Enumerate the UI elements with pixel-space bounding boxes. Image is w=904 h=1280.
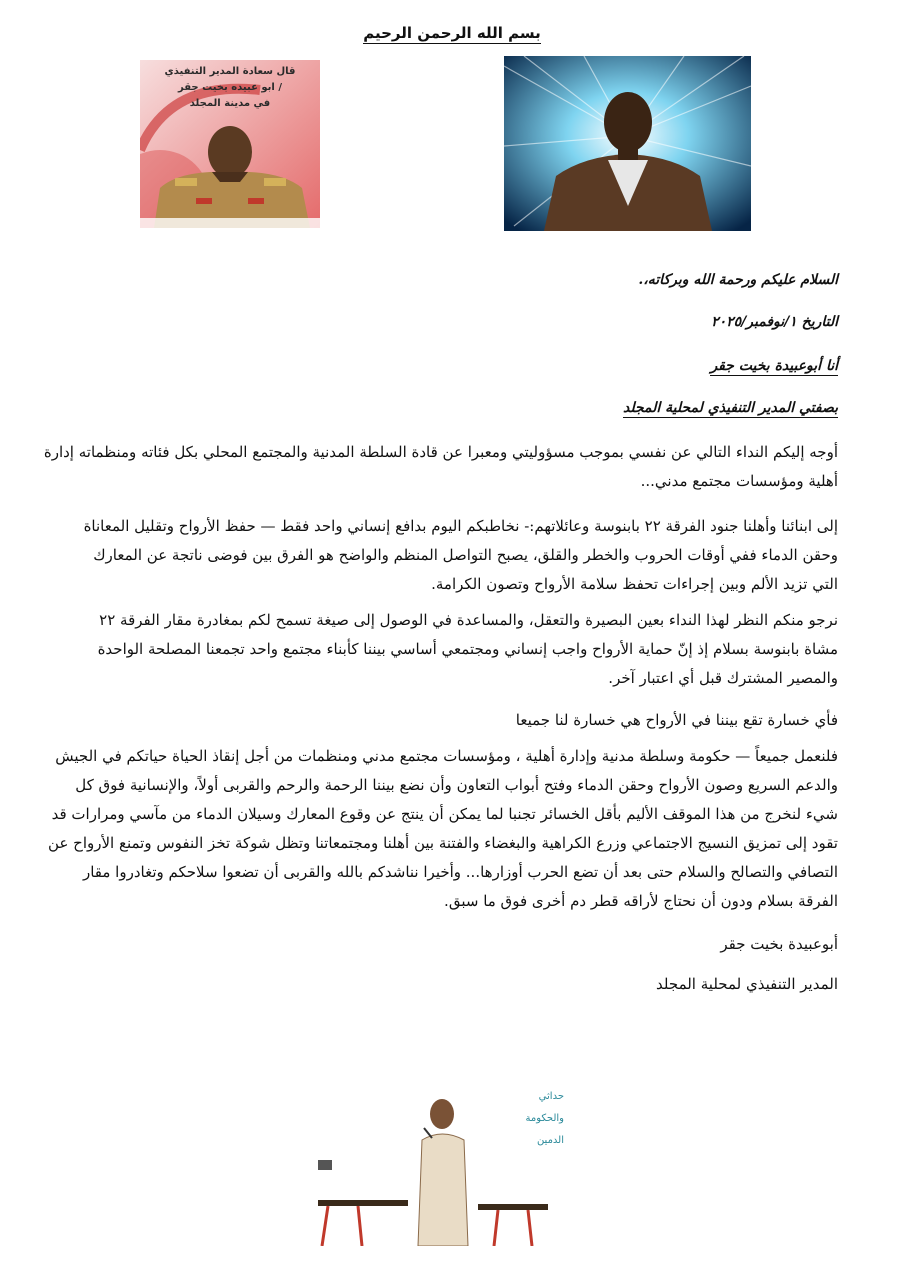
general-photo [140, 60, 320, 228]
date-line: التاريخ ١/نوفمبر/٢٠٢٥ [711, 314, 838, 330]
paragraph-address-soldiers: إلى ابنائنا وأهلنا جنود الفرقة ٢٢ بابنوسة وعائلاتهم:- نخاطبكم اليوم بدافع إنساني واحد فقط — حفظ الأرواح وتقليل المعاناة وحقن الدماء ففي أوقات الحروب والخطر والقلق، يصبح التواصل المنظم والواضح هو الفرق بين فوضى ناتجة عن المعارك التي تزيد الألم وبين إجراءات تحفظ سلامة الأرواح وتصون الكرامة. [83, 517, 838, 593]
author-role-line: بصفتي المدير التنفيذي لمحلية المجلد [623, 400, 838, 416]
paragraph-appeal: فلنعمل جميعاً — حكومة وسلطة مدنية وإدارة أهلية ، ومؤسسات مجتمع مدني ومنظمات من أجل إنقاذ الحياة حياتكم في الجيش والدعم السريع وصون الأرواح وحقن الدماء وفتح أبواب التعاون وأن نضع بيننا الرحمة والرحم والقربى أولاً، والإنسانية فوق كل شيء لنخرج من هذا الموقف الأليم بأقل الخسائر تجنبا لما يمكن أن ينتج عن وقوع المعارك وسيلان الدماء من مآسي ومرارات قد تقود إلى تمزيق النسيج الاجتماعي وزرع الكراهية والبغضاء والفتنة بين أهلنا ومجتمعاتنا وتظل شوكة تخز النفوس وتمنع الأرواح عن التصافي والتصالح والسلام حتى بعد أن تضع الحرب أوزارها... وأخيرا نناشدكم بالله والقربى أن تضعوا سلاحكم وتغادروا مقار الفرقة بسلام ودون أن نحتاج لأراقه قطر دم أخرى فوق ما سبق. [48, 747, 838, 910]
paragraph-intro: أوجه إليكم النداء التالي عن نفسي بموجب مسؤوليتي ومعبرا عن قادة السلطة المدنية والمجتمع المحلي بكل فئاته ومنظماته إدارة أهلية ومؤسسات مجتمع مدني... [43, 443, 838, 490]
paragraph-request: نرجو منكم النظر لهذا النداء بعين البصيرة والتعقل، والمساعدة في الوصول إلى صيغة تسمح لكم بمغادرة مقار الفرقة ٢٢ مشاة بابنوسة بسلام إذ إنّ حماية الأرواح واجب إنساني ومجتمعي أساسي بيننا كأبناء مجتمع واحد تجمعنا المصلحة الواحدة والمصير المشترك قبل أي اعتبار آخر. [97, 611, 838, 687]
general-photo-caption: قال سعادة المدير التنفيذي / ابو عبيده بخيت جقر في مدينة المجلد [164, 66, 296, 109]
speaker-photo-banner-text: حداثي والحكومة الدمين [525, 1091, 564, 1146]
author-name-line: أنا أبوعبيدة بخيت جقر [710, 358, 838, 374]
portrait-photo [504, 56, 751, 231]
speaker-photo [318, 1080, 566, 1246]
paragraph-loss: فأي خسارة تقع بيننا في الأرواح هي خسارة لنا جميعا [515, 711, 838, 729]
signature-name: أبوعبيدة بخيت جقر [720, 935, 838, 953]
signature-title: المدير التنفيذي لمحلية المجلد [656, 975, 838, 993]
basmala-heading: بسم الله الرحمن الرحيم [363, 24, 541, 42]
greeting-line: السلام عليكم ورحمة الله وبركاته،. [638, 272, 838, 288]
